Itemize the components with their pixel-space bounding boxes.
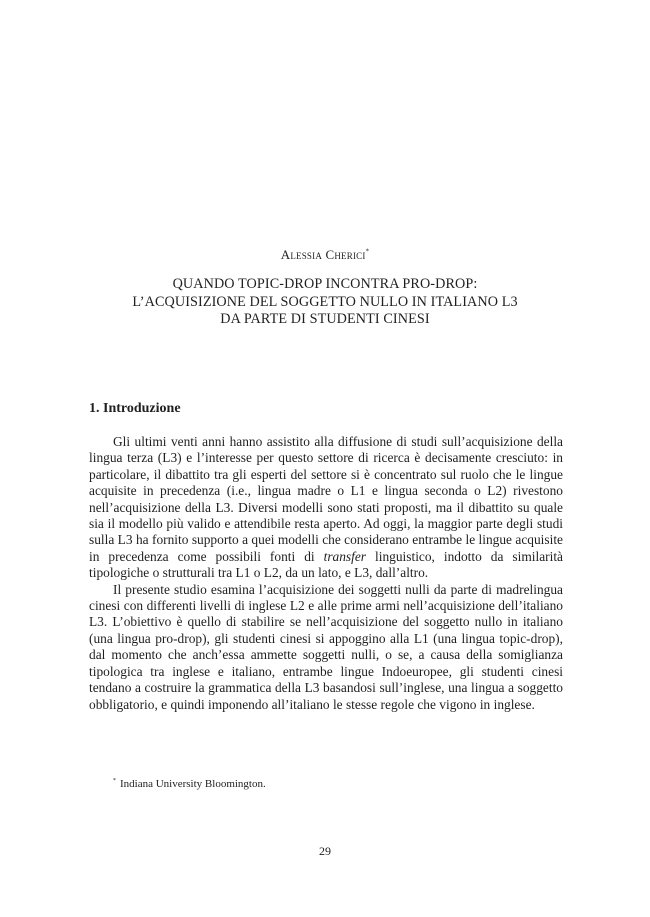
title-line-2: L’ACQUISIZIONE DEL SOGGETTO NULLO IN ITALIANO L3 bbox=[132, 293, 518, 310]
author-name: Alessia Cherici bbox=[280, 247, 366, 262]
paragraph-2: Il presente studio esamina l’acquisizione dei soggetti nulli da parte di madrelingua cinesi con differenti livelli di inglese L2 e alle prime armi nell’acquisizione dell’italiano L3. L’obiettivo è quello di stabilire se nell’acquisizione del soggetto nullo in italiano (una lingua pro-drop), gli studenti cinesi si appoggino alla L1 (una lingua topic-drop), dal momento che anch’essa ammette soggetti nulli, o se, a causa della somiglianza tipologica tra inglese e italiano, entrambe lingue Indoeuropee, gli studenti cinesi tendano a costruire la grammatica della L3 basandosi sull’inglese, una lingua a soggetto obbligatorio, e quindi imponendo all’italiano le stesse regole che vigono in inglese. bbox=[89, 581, 563, 712]
page-number: 29 bbox=[319, 844, 331, 858]
paper-title bbox=[100, 276, 550, 329]
section-heading: 1. Introduzione bbox=[89, 401, 181, 416]
footnote-mark: * bbox=[113, 778, 116, 785]
body-text bbox=[89, 434, 563, 713]
paragraph-1-text-a: Gli ultimi venti anni hanno assistito alla diffusione di studi sull’acquisizione della lingua terza (L3) e l’interesse per questo settore di ricerca è decisamente cresciuto: in particolare, il dibattito tra gli esperti del settore si è concentrato sul ruolo che le lingue acquisite in precedenza (i.e., lingua madre o L1 e lingua seconda o L2) rivestono nell’acquisizione della L3. Diversi modelli sono stati proposti, ma il dibattito su quale sia il modello più valido e attendibile resta aperto. Ad oggi, la maggior parte degli studi sulla L3 ha fornito supporto a quei modelli che considerano entrambe le lingue acquisite in precedenza come possibili fonti di bbox=[89, 434, 563, 564]
footnote bbox=[113, 778, 266, 790]
author-line bbox=[0, 247, 650, 263]
paragraph-1 bbox=[89, 434, 563, 582]
author-footnote-mark: * bbox=[365, 247, 370, 256]
footnote-text: Indiana University Bloomington. bbox=[120, 778, 266, 790]
paragraph-1-italic-term: transfer bbox=[323, 548, 367, 564]
title-line-3: DA PARTE DI STUDENTI CINESI bbox=[220, 311, 430, 327]
paragraph-1-text-b: linguistico, indotto da similarità tipologiche o strutturali tra L1 o L2, da un lato, e L3, dall’altro. bbox=[89, 548, 563, 581]
title-line-1: QUANDO TOPIC-DROP INCONTRA PRO-DROP: bbox=[172, 276, 478, 292]
